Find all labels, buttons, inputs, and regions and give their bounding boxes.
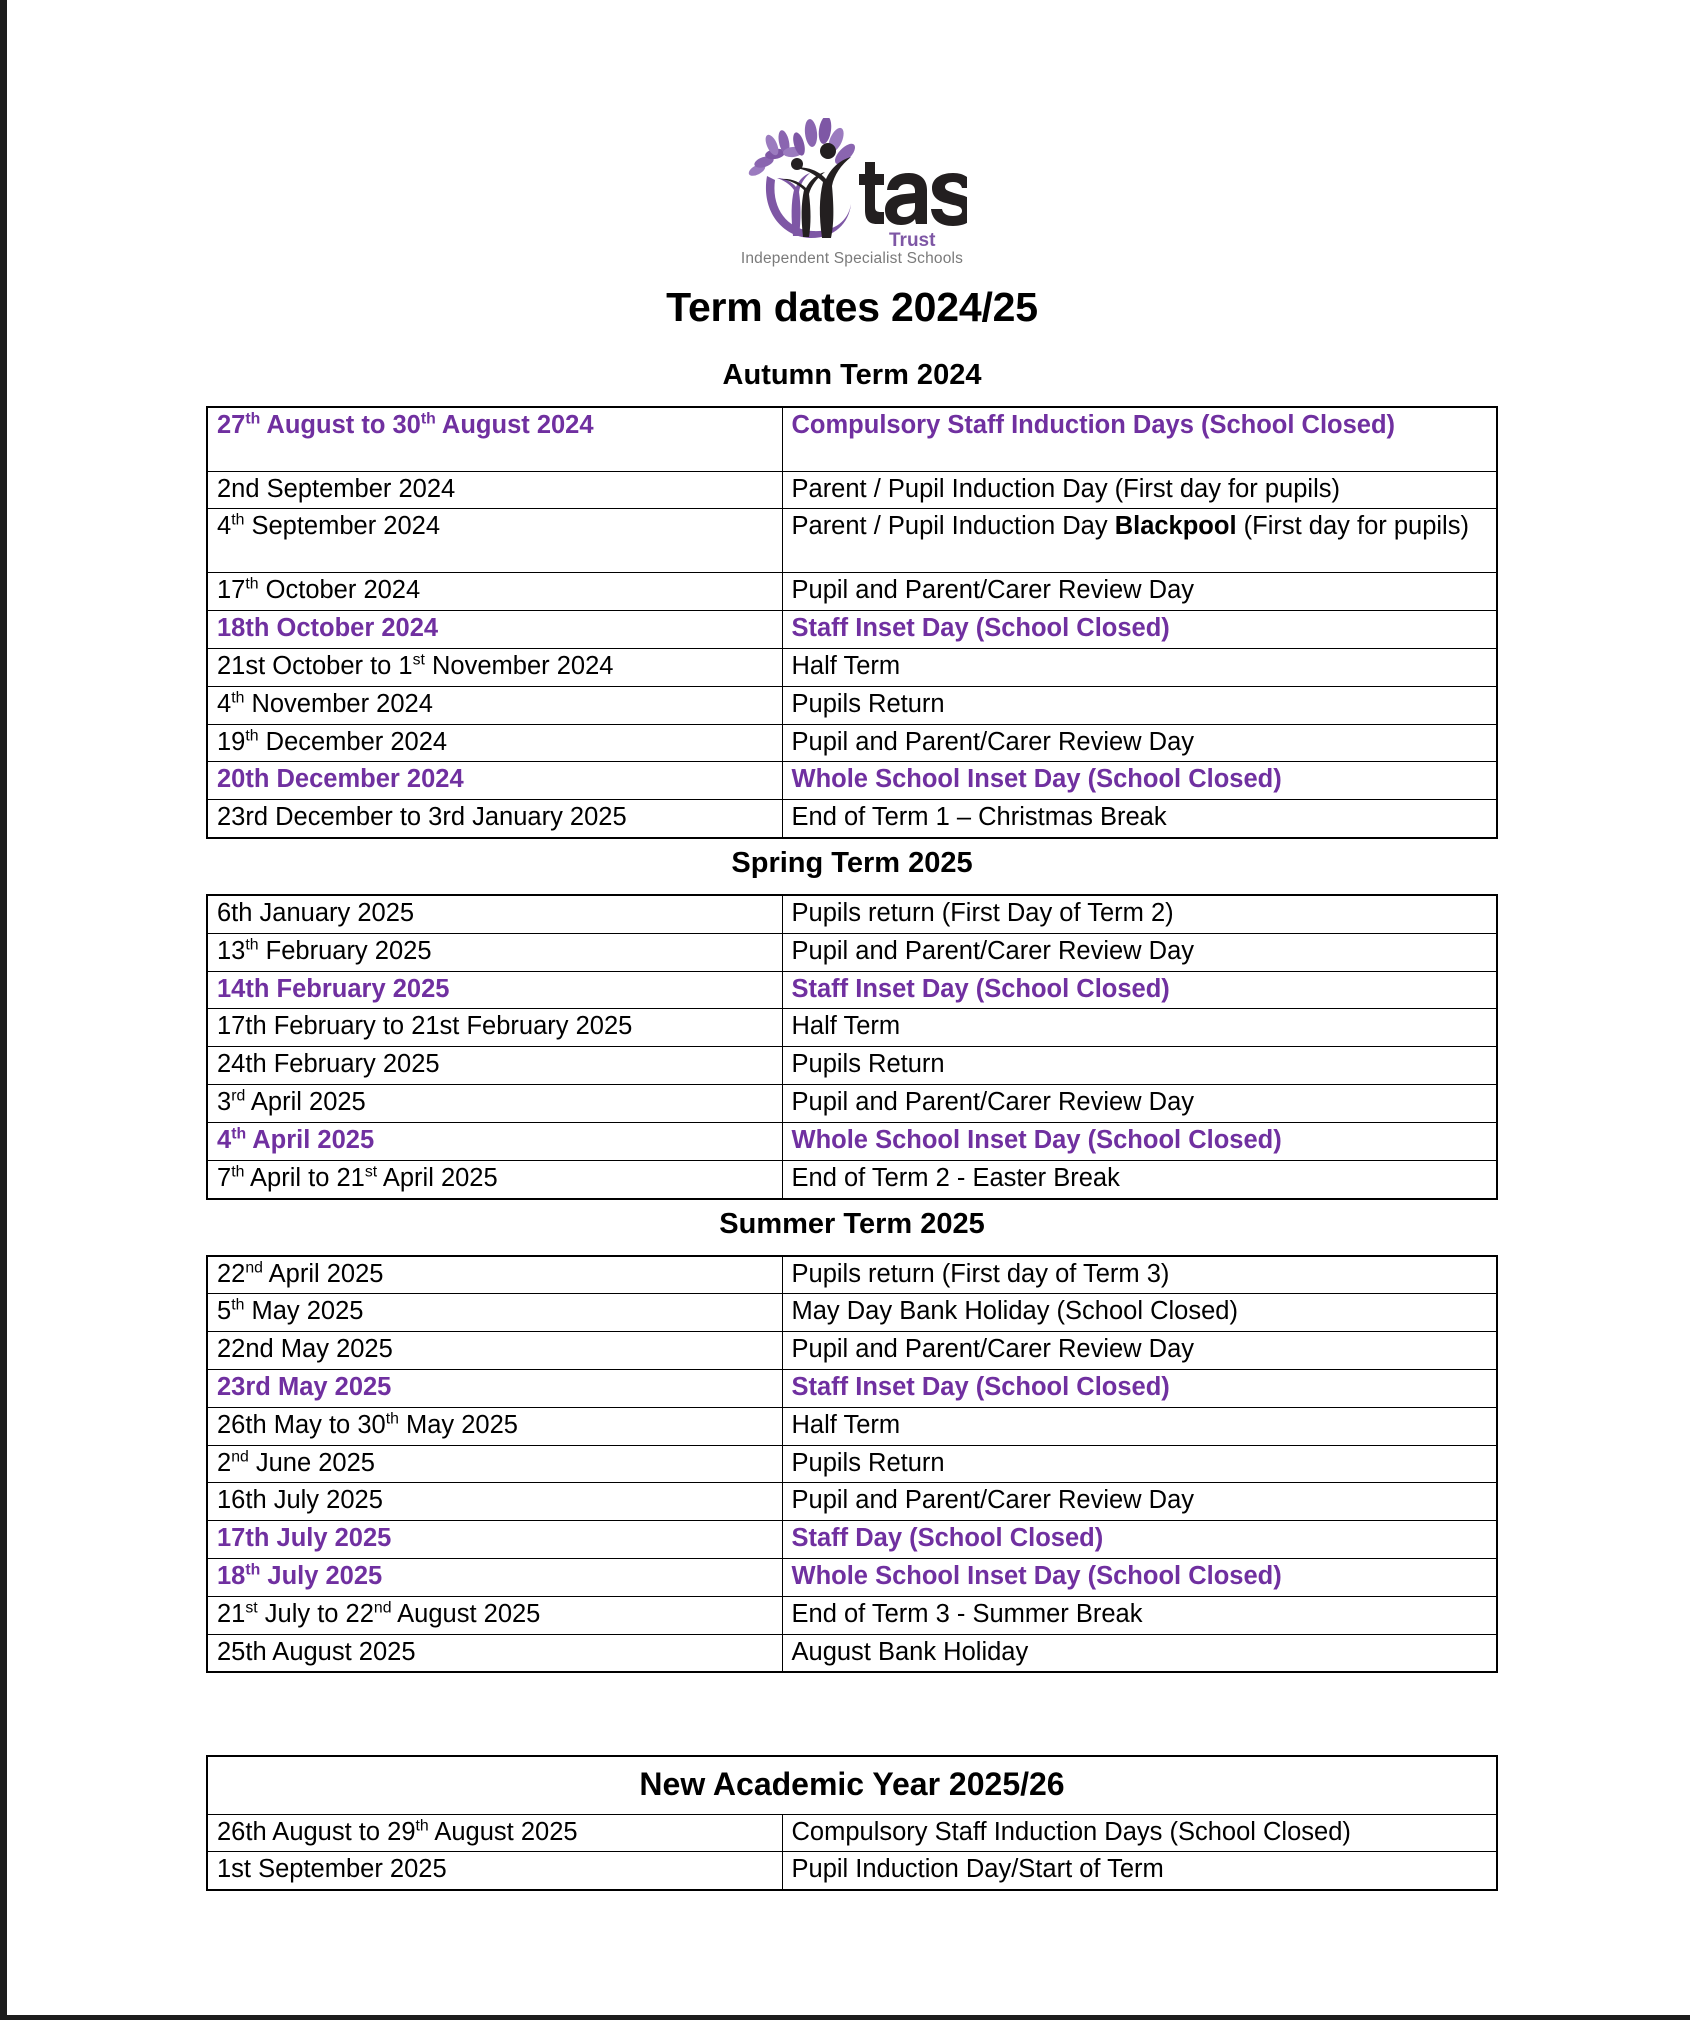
- tas-trust-logo: [737, 118, 967, 258]
- term-date-cell: 21st July to 22nd August 2025: [207, 1596, 782, 1634]
- term-date-cell: 2nd September 2024: [207, 471, 782, 509]
- term-event-cell: Pupil and Parent/Carer Review Day: [782, 1085, 1497, 1123]
- table-row: [207, 407, 1497, 471]
- term-event-cell: Whole School Inset Day (School Closed): [782, 1559, 1497, 1597]
- term-date-cell: 24th February 2025: [207, 1047, 782, 1085]
- table-row: [207, 724, 1497, 762]
- term-event-cell: Pupil Induction Day/Start of Term: [782, 1852, 1497, 1890]
- term-date-cell: 6th January 2025: [207, 895, 782, 933]
- term-date-cell: 3rd April 2025: [207, 1085, 782, 1123]
- term-date-cell: 5th May 2025: [207, 1294, 782, 1332]
- term-event-cell: End of Term 1 – Christmas Break: [782, 800, 1497, 838]
- table-row: [207, 471, 1497, 509]
- term-date-cell: 20th December 2024: [207, 762, 782, 800]
- term-date-cell: 26th August to 29th August 2025: [207, 1814, 782, 1852]
- table-row: [207, 509, 1497, 573]
- term-date-cell: 17th February to 21st February 2025: [207, 1009, 782, 1047]
- term-date-cell: 22nd May 2025: [207, 1332, 782, 1370]
- term-event-cell: Parent / Pupil Induction Day (First day for pupils): [782, 471, 1497, 509]
- term-date-cell: 22nd April 2025: [207, 1256, 782, 1294]
- term-event-cell: Pupil and Parent/Carer Review Day: [782, 1483, 1497, 1521]
- term-event-cell: Staff Day (School Closed): [782, 1521, 1497, 1559]
- term-date-cell: 18th October 2024: [207, 611, 782, 649]
- term-date-cell: 18th July 2025: [207, 1559, 782, 1597]
- term-event-cell: Pupils return (First Day of Term 2): [782, 895, 1497, 933]
- term-date-cell: 16th July 2025: [207, 1483, 782, 1521]
- term-sections: [7, 359, 1690, 1673]
- term-dates-table: [206, 406, 1498, 839]
- table-row: [207, 648, 1497, 686]
- table-row: [207, 573, 1497, 611]
- term-date-cell: 4th November 2024: [207, 686, 782, 724]
- term-event-cell: Pupils Return: [782, 686, 1497, 724]
- logo-tagline: Independent Specialist Schools: [740, 250, 964, 267]
- logo-container: [7, 0, 1690, 258]
- table-row: [207, 762, 1497, 800]
- term-date-cell: 21st October to 1st November 2024: [207, 648, 782, 686]
- term-event-cell: End of Term 3 - Summer Break: [782, 1596, 1497, 1634]
- table-row: [207, 1407, 1497, 1445]
- term-event-cell: Half Term: [782, 648, 1497, 686]
- term-heading: Autumn Term 2024: [722, 359, 982, 391]
- term-event-cell: End of Term 2 - Easter Break: [782, 1160, 1497, 1198]
- term-dates-table: [206, 1255, 1498, 1674]
- term-event-cell: Pupil and Parent/Carer Review Day: [782, 573, 1497, 611]
- term-date-cell: 14th February 2025: [207, 971, 782, 1009]
- term-date-cell: 23rd December to 3rd January 2025: [207, 800, 782, 838]
- table-row: [207, 1445, 1497, 1483]
- term-date-cell: 17th October 2024: [207, 573, 782, 611]
- table-row: [207, 1009, 1497, 1047]
- table-row: [207, 611, 1497, 649]
- new-academic-year-table: [206, 1755, 1498, 1891]
- term-date-cell: 26th May to 30th May 2025: [207, 1407, 782, 1445]
- new-academic-year-banner-row: [207, 1756, 1497, 1814]
- term-event-cell: Pupil and Parent/Carer Review Day: [782, 933, 1497, 971]
- table-row: [207, 1814, 1497, 1852]
- table-row: [207, 1521, 1497, 1559]
- term-event-cell: Staff Inset Day (School Closed): [782, 1369, 1497, 1407]
- term-event-cell: Pupils Return: [782, 1047, 1497, 1085]
- table-row: [207, 1160, 1497, 1198]
- new-academic-year-banner: New Academic Year 2025/26: [207, 1756, 1497, 1814]
- term-event-cell: Parent / Pupil Induction Day Blackpool (First day for pupils): [782, 509, 1497, 573]
- term-event-cell: Staff Inset Day (School Closed): [782, 611, 1497, 649]
- table-row: [207, 1483, 1497, 1521]
- term-event-cell: Pupils Return: [782, 1445, 1497, 1483]
- term-date-cell: 27th August to 30th August 2024: [207, 407, 782, 471]
- term-date-cell: 4th September 2024: [207, 509, 782, 573]
- term-event-cell: Pupil and Parent/Carer Review Day: [782, 1332, 1497, 1370]
- table-row: [207, 1634, 1497, 1672]
- term-date-cell: 17th July 2025: [207, 1521, 782, 1559]
- term-date-cell: 1st September 2025: [207, 1852, 782, 1890]
- table-row: [207, 1294, 1497, 1332]
- term-event-cell: Pupils return (First day of Term 3): [782, 1256, 1497, 1294]
- term-event-cell: Staff Inset Day (School Closed): [782, 971, 1497, 1009]
- term-heading: Summer Term 2025: [719, 1207, 985, 1240]
- page-title: Term dates 2024/25: [666, 284, 1038, 330]
- table-row: [207, 1122, 1497, 1160]
- table-row: [207, 933, 1497, 971]
- table-row: [207, 800, 1497, 838]
- table-row: [207, 895, 1497, 933]
- term-date-cell: 23rd May 2025: [207, 1369, 782, 1407]
- term-event-cell: Whole School Inset Day (School Closed): [782, 762, 1497, 800]
- term-event-cell: Pupil and Parent/Carer Review Day: [782, 724, 1497, 762]
- term-date-cell: 13th February 2025: [207, 933, 782, 971]
- term-event-cell: Compulsory Staff Induction Days (School Closed): [782, 1814, 1497, 1852]
- table-row: [207, 1369, 1497, 1407]
- term-date-cell: 25th August 2025: [207, 1634, 782, 1672]
- table-row: [207, 1332, 1497, 1370]
- svg-text:Trust: Trust: [889, 230, 936, 251]
- table-row: [207, 1596, 1497, 1634]
- term-event-cell: August Bank Holiday: [782, 1634, 1497, 1672]
- term-dates-table: [206, 894, 1498, 1200]
- term-date-cell: 19th December 2024: [207, 724, 782, 762]
- term-event-cell: Compulsory Staff Induction Days (School Closed): [782, 407, 1497, 471]
- term-date-cell: 2nd June 2025: [207, 1445, 782, 1483]
- term-event-cell: Whole School Inset Day (School Closed): [782, 1122, 1497, 1160]
- table-row: [207, 1085, 1497, 1123]
- term-event-cell: Half Term: [782, 1407, 1497, 1445]
- term-date-cell: 7th April to 21st April 2025: [207, 1160, 782, 1198]
- term-date-cell: 4th April 2025: [207, 1122, 782, 1160]
- table-row: [207, 686, 1497, 724]
- table-row: [207, 1256, 1497, 1294]
- table-row: [207, 1559, 1497, 1597]
- term-event-cell: Half Term: [782, 1009, 1497, 1047]
- table-row: [207, 1047, 1497, 1085]
- term-event-cell: May Day Bank Holiday (School Closed): [782, 1294, 1497, 1332]
- table-row: [207, 1852, 1497, 1890]
- table-row: [207, 971, 1497, 1009]
- term-heading: Spring Term 2025: [731, 847, 973, 879]
